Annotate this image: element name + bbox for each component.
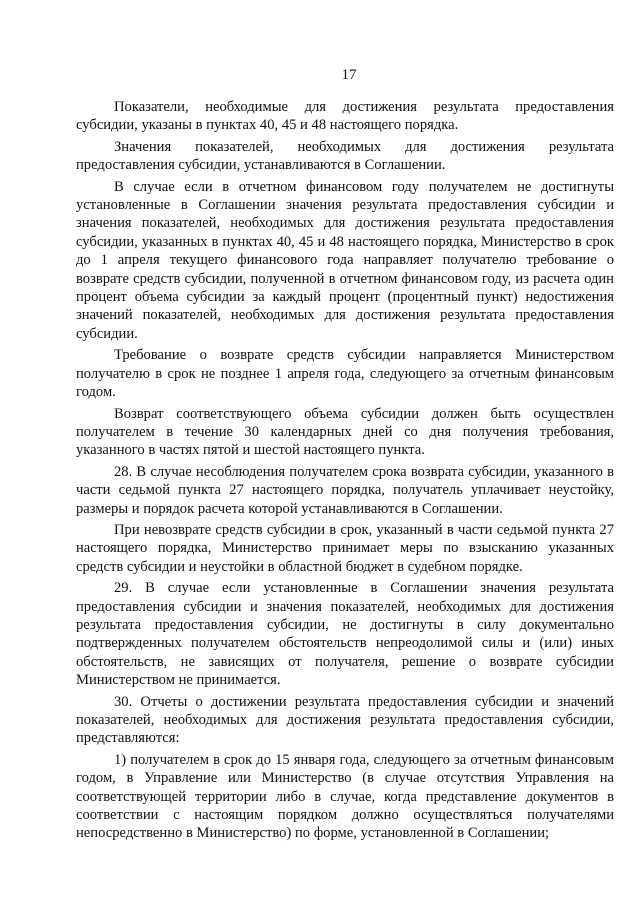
paragraph-clause-29: 29. В случае если установленные в Соглашении значения результата предоставления субсидии и значения показателей, необходимых для достижения результата предоставления субсидии, не достигнуты в силу документально подтвержденных получателем обстоятельств непреодолимой силы и (или) иных обстоятельств, не зависящих от получателя, решение о возврате субсидии Министерством не принимается. <box>76 580 614 689</box>
paragraph-non-return-measures: При невозврате средств субсидии в срок, указанный в части седьмой пункта 27 настоящего порядка, Министерство принимает меры по взысканию указанных средств субсидии и неустойки в областной бюджет в судебном порядке. <box>76 521 614 575</box>
page-number: 17 <box>341 67 357 83</box>
paragraph-return-requirement: В случае если в отчетном финансовом году получателем не достигнуты установленные в Соглашении значения результата предоставления субсидии и значения показателей, необходимых для достижения результата предоставления субсидии, указанных в пунктах 40, 45 и 48 настоящего порядка, Министерство в срок до 1 апреля текущего финансового года направляет получателю требование о возврате средств субсидии, полученной в отчетном финансовом году, из расчета один процент объема субсидии за каждый процент (процентный пункт) недостижения значений показателей, необходимых для достижения результата предоставления субсидии. <box>76 178 614 342</box>
paragraph-clause-30-item-1: 1) получателем в срок до 15 января года, следующего за отчетным финансовым годом, в Управление или Министерство (в случае отсутствия Управления на соответствующей территории либо в случае, когда представление документов в соответствии с настоящим порядком должно осуществляться получателями непосредственно в Министерство) по форме, установленной в Соглашении; <box>76 751 614 842</box>
paragraph-indicators-listed: Показатели, необходимые для достижения результата предоставления субсидии, указаны в пунктах 40, 45 и 48 настоящего порядка. <box>76 99 614 134</box>
paragraph-indicator-values: Значения показателей, необходимых для достижения результата предоставления субсидии, устанавливаются в Соглашении. <box>76 138 614 174</box>
paragraph-clause-28: 28. В случае несоблюдения получателем срока возврата субсидии, указанного в части седьмой пункта 27 настоящего порядка, получатель уплачивает неустойку, размеры и порядок расчета которой устанавливаются в Соглашении. <box>76 463 614 517</box>
paragraph-requirement-deadline: Требование о возврате средств субсидии направляется Министерством получателю в срок не позднее 1 апреля года, следующего за отчетным финансовым годом. <box>76 347 614 401</box>
paragraph-return-period: Возврат соответствующего объема субсидии должен быть осуществлен получателем в течение 30 календарных дней со дня получения требования, указанного в частях пятой и шестой настоящего пункта. <box>76 405 614 459</box>
paragraph-clause-30: 30. Отчеты о достижении результата предоставления субсидии и значений показателей, необходимых для достижения результата предоставления субсидии, представляются: <box>76 693 614 747</box>
